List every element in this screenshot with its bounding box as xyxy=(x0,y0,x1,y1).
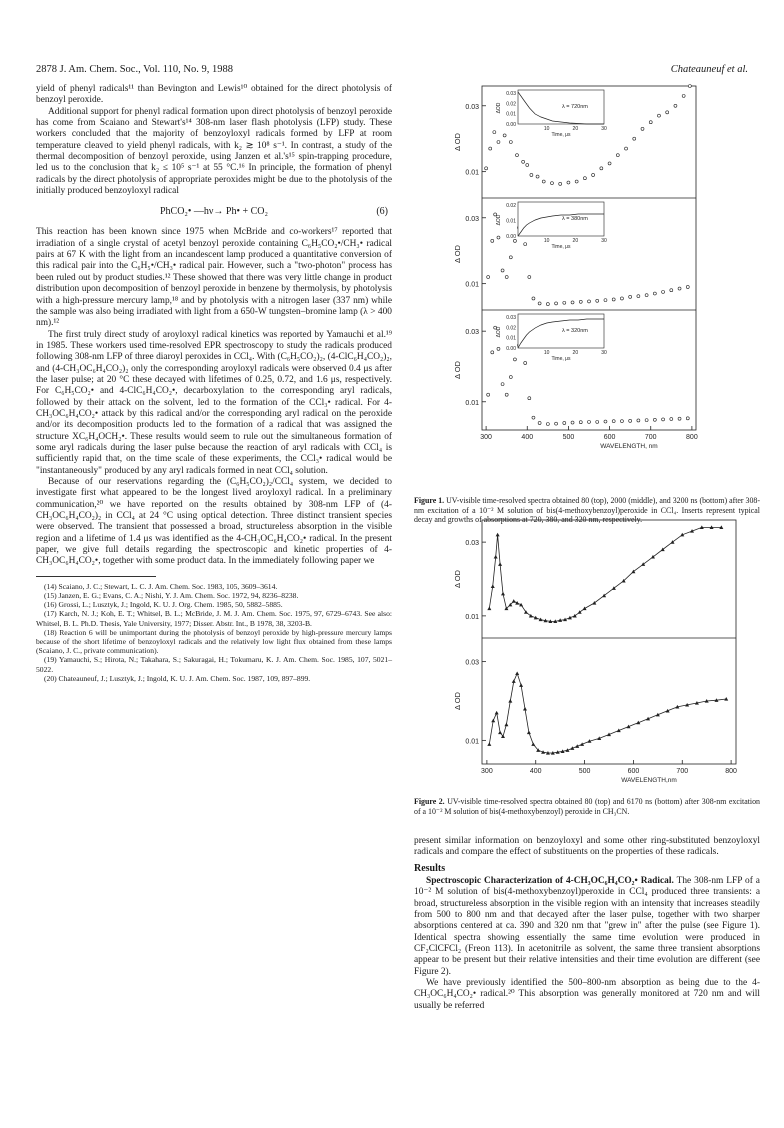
y-axis-label: Δ OD xyxy=(453,245,462,263)
inset-x-tick-label: 20 xyxy=(572,126,579,132)
equation-text: PhCO₂• —hν→ Ph• + CO₂ xyxy=(159,206,269,218)
right-column xyxy=(414,836,760,1012)
inset-y-tick-label: 0.03 xyxy=(506,91,516,97)
data-point xyxy=(505,276,508,279)
equation-number: (6) xyxy=(376,206,388,218)
y-tick-label: 0.03 xyxy=(465,329,479,337)
inset-x-tick-label: 30 xyxy=(601,238,607,244)
data-point xyxy=(512,679,516,683)
data-point xyxy=(530,173,533,176)
data-point xyxy=(524,243,527,246)
plot-frame xyxy=(482,86,696,430)
x-axis-label: WAVELENGTH,nm xyxy=(621,777,677,784)
data-point xyxy=(546,423,549,426)
data-point xyxy=(509,256,512,259)
data-point xyxy=(509,141,512,144)
data-point xyxy=(682,94,685,97)
data-point xyxy=(633,137,636,140)
inset-y-tick-label: 0.00 xyxy=(506,122,516,128)
data-point xyxy=(532,297,535,300)
data-point xyxy=(524,361,527,364)
data-point xyxy=(509,376,512,379)
data-point xyxy=(491,239,494,242)
data-point xyxy=(612,420,615,423)
data-point xyxy=(657,114,660,117)
reference-item: (19) Yamauchi, S.; Hirota, N.; Takahara, S.; Sakuragai, H.; Tokumaru, K. J. Am. Chem. Soc. 1985, 107, 5021–5022. xyxy=(36,655,392,674)
y-tick-label: 0.01 xyxy=(465,399,479,407)
data-point xyxy=(508,699,512,703)
inset-x-tick-label: 10 xyxy=(543,350,550,356)
y-tick-label: 0.03 xyxy=(465,540,479,548)
data-point xyxy=(487,276,490,279)
y-axis-label: Δ OD xyxy=(453,361,462,379)
inset-y-tick-label: 0.01 xyxy=(506,335,516,342)
data-point xyxy=(629,295,632,298)
data-point xyxy=(512,599,516,603)
data-point xyxy=(501,592,505,596)
data-point xyxy=(519,683,523,687)
data-point xyxy=(495,711,499,715)
data-point xyxy=(523,707,527,711)
y-tick-label: 0.01 xyxy=(465,738,479,746)
data-point xyxy=(550,182,553,185)
section-heading: Results xyxy=(414,862,446,874)
inset-y-tick-label: 0.02 xyxy=(506,203,516,209)
x-tick-label: 500 xyxy=(578,768,591,775)
inset-y-tick-label: 0.00 xyxy=(506,234,516,240)
data-point xyxy=(522,160,525,163)
inset-wavelength-label: λ = 380nm xyxy=(562,216,588,222)
paragraph xyxy=(414,876,760,978)
x-tick-label: 400 xyxy=(521,434,534,441)
data-point xyxy=(496,533,500,537)
inset-wavelength-label: λ = 320nm xyxy=(562,328,588,334)
data-point xyxy=(670,289,673,292)
data-point xyxy=(487,607,491,611)
data-point xyxy=(532,416,535,419)
reference-item: (14) Scaiano, J. C.; Stewart, L. C. J. Am. Chem. Soc. 1983, 105, 3609–3614. xyxy=(44,581,278,591)
paragraph-heading: Spectroscopic Characterization of 4-CH₃OC₆H₄CO₂• Radical. xyxy=(426,876,674,887)
data-point xyxy=(567,181,570,184)
left-column xyxy=(36,84,392,683)
data-point xyxy=(678,417,681,420)
inset-x-tick-label: 30 xyxy=(601,126,607,132)
data-point xyxy=(596,420,599,423)
data-point xyxy=(653,418,656,421)
running-header xyxy=(36,64,748,78)
x-tick-label: 800 xyxy=(686,434,698,441)
header-journal: 2878 J. Am. Chem. Soc., Vol. 110, No. 9, 1988 xyxy=(36,64,233,75)
data-point xyxy=(688,85,691,88)
x-tick-label: 400 xyxy=(529,768,542,775)
data-point xyxy=(493,131,496,134)
data-point xyxy=(666,111,669,114)
inset-wavelength-label: λ = 720nm xyxy=(562,104,588,110)
figure-2-caption-text: UV-visible time-resolved spectra obtained 80 (top) and 6170 ns (bottom) after 308-nm excitation of a 10⁻² M solution of bis(4-methoxybenzoyl) peroxide in CH₃CN. xyxy=(414,797,760,816)
data-point xyxy=(571,301,574,304)
data-point xyxy=(583,607,587,611)
x-tick-label: 300 xyxy=(481,768,493,775)
data-point xyxy=(515,601,519,605)
data-point xyxy=(536,175,539,178)
plot-frame xyxy=(482,520,736,764)
inset-y-tick-label: 0.01 xyxy=(506,218,516,225)
figure-2-chart xyxy=(414,516,760,790)
x-tick-label: 700 xyxy=(676,768,689,775)
data-point xyxy=(600,167,603,170)
data-point xyxy=(513,358,516,361)
data-point xyxy=(503,134,506,137)
data-point xyxy=(505,393,508,396)
inset-x-axis-label: Time, μs xyxy=(551,132,571,138)
data-point xyxy=(515,154,518,157)
data-point xyxy=(674,104,677,107)
data-point xyxy=(497,141,500,144)
data-point xyxy=(563,421,566,424)
data-point xyxy=(487,393,490,396)
data-point xyxy=(583,177,586,180)
data-point xyxy=(678,287,681,290)
data-point xyxy=(604,420,607,423)
x-tick-label: 500 xyxy=(562,434,575,441)
paragraph: Because of our reservations regarding the (C₆H₅CO₂)₂/CCl₄ system, we decided to investigate first what appeared to be the longest lived aroyloxyl radical. In a preliminary communication,²⁰ we have reported on the results obtained by 308-nm LFP of (4-CH₃OC₆H₄CO₂)₂ in CCl₄ at 24 °C using optical detection. Three distinct transient species were observed. The transient that possessed a broad, structureless absorption in the visible region and a lifetime of 1.4 μs was identified as the 4-CH₃OC₆H₄CO₂• radical. In the present paper, we give full details regarding the spectroscopic and kinetic properties of 4-CH₃OC₆H₄CO₂•, together with some product data. In the immediately following paper we xyxy=(36,477,392,567)
inset-y-tick-label: 0.03 xyxy=(506,315,516,321)
data-point xyxy=(612,298,615,301)
data-point xyxy=(645,294,648,297)
x-tick-label: 600 xyxy=(603,434,616,441)
series-line xyxy=(489,527,721,621)
inset-y-tick-label: 0.00 xyxy=(506,346,516,352)
y-axis-label: Δ OD xyxy=(453,570,462,588)
inset-x-tick-label: 20 xyxy=(572,350,579,356)
paragraph: Additional support for phenyl radical formation upon direct photolysis of benzoyl peroxide has come from Scaiano and Stewart's¹⁴ 308-nm laser flash photolysis (LFP) study. These workers concluded that the majority of benzoyloxyl radicals formed by LFP at room temperature cleaved to yield phenyl radicals, with k₂ ≳ 10⁸ s⁻¹. In contrast, a study of the thermal decomposition of benzoyl peroxide, using Janzen et al.'s¹⁵ spin-trapping procedure, led us to the conclusion that k₂ ≤ 10⁵ s⁻¹ at 55 °C.¹⁶ In principle, the formation of phenyl radicals by the direct photolysis of appropriate peroxides might be due to the photolysis of the initially produced benzoyloxyl radical xyxy=(36,106,392,197)
inset-y-axis-label: ΔOD xyxy=(496,102,502,114)
data-point xyxy=(686,285,689,288)
series-line xyxy=(489,673,726,753)
data-point xyxy=(491,584,495,588)
inset-x-tick-label: 10 xyxy=(543,126,550,132)
inset-y-tick-label: 0.01 xyxy=(506,111,516,118)
data-point xyxy=(531,742,535,746)
paragraph: This reaction has been known since 1975 when McBride and co-workers¹⁷ reported that irradiation of a single crystal of acetyl benzoyl peroxide containing C₆H₅CO₂•/CH₃• radical pairs at 67 K with the light from an incandescent lamp produced a quantitative conversion of this radical pair into the C₆H₅•/CH₃• radical pair. However, such a "two-photon" process has been ruled out by product studies.¹² These showed that there was very little change in product distribution upon decomposition of benzoyl peroxide in benzene by thermolysis, by photolysis with a high-pressure mercury lamp,¹⁸ and by photolysis with a nitrogen laser (337 nm) while the sample was also being irradiated with light from a 650-W tungsten–bromine lamp (λ > 400 nm).¹² xyxy=(36,227,392,329)
equation-6 xyxy=(36,206,392,220)
inset-frame xyxy=(518,90,604,124)
y-tick-label: 0.01 xyxy=(465,613,479,621)
data-point xyxy=(559,182,562,185)
y-axis-label: Δ OD xyxy=(453,133,462,151)
data-point xyxy=(504,723,508,727)
data-point xyxy=(620,297,623,300)
figure-1-label: Figure 1. xyxy=(414,496,445,505)
inset-y-axis-label: ΔOD xyxy=(496,214,502,226)
x-tick-label: 600 xyxy=(627,768,640,775)
reference-item: (17) Karch, N. J.; Koh, E. T.; Whitsel, B. L.; McBride, J. M. J. Am. Chem. Soc. 1975, 97, 6729–6743. See also: Whitsel, B. L. Ph.D. Thesis, Yale University, 1977; Disser. Abstr. Int., B 1978, 38, 3203-B. xyxy=(36,609,392,628)
figure-2-caption xyxy=(414,797,760,816)
data-point xyxy=(491,351,494,354)
inset-x-tick-label: 30 xyxy=(601,350,607,356)
data-point xyxy=(501,269,504,272)
data-point xyxy=(538,421,541,424)
figure-1-caption-text: UV-visible time-resolved spectra obtained 80 (top), 2000 (middle), and 3200 ns (bottom) after 308-nm excitation of a 10⁻² M solution of bis(4-methoxybenzoyl)peroxide in CCl₄. Inserts represent typical decay and growths of absorptions at 720, 380, and 320 nm, respectively. xyxy=(414,496,760,525)
data-point xyxy=(487,742,491,746)
x-tick-label: 700 xyxy=(644,434,657,441)
y-tick-label: 0.03 xyxy=(465,103,479,111)
data-point xyxy=(596,299,599,302)
data-point xyxy=(608,162,611,165)
data-point xyxy=(491,719,495,723)
data-point xyxy=(571,421,574,424)
inset-frame xyxy=(518,202,604,236)
inset-y-tick-label: 0.02 xyxy=(506,101,516,108)
paragraph: The first truly direct study of aroyloxyl radical kinetics was reported by Yamauchi et al.¹⁹ in 1985. These workers used time-resolved EPR spectroscopy to study the radicals produced following 308-nm LFP of three diaroyl peroxides in CCl₄. With (C₆H₅CO₂)₂, (4-ClC₆H₄CO₂)₂, and (4-CH₃OC₆H₄CO₂)₂ only the corresponding aroyloxyl radicals were observed 0.4 μs after the laser pulse; at 20 °C these decayed with lifetimes of 0.25, 0.72, and 1.6 μs, respectively. For C₆H₅CO₂• and 4-ClC₆H₄CO₂•, decarboxylation to the corresponding aryl radicals, followed by their attack on the solvent, led to the formation of the CCl₃• radical. For 4-CH₃OC₆H₄CO₂• attack by this radical and/or the corresponding aryl radical on the peroxide and/or its decomposition products led to the formation of a radical that was assigned the structure XC₆H₄OCH₂•. These results would seem to rule out the simultaneous formation of some aryl radicals during the laser pulse because the reaction of aryl radicals with CCl₄ is sufficiently rapid that, on the time scale of these experiments, the CCl₃• radical would be "instantaneously" produced by any aryl radicals formed in neat CCl₄ solution. xyxy=(36,329,392,476)
data-point xyxy=(515,671,519,675)
data-point xyxy=(501,383,504,386)
data-point xyxy=(620,420,623,423)
references xyxy=(36,582,392,683)
data-point xyxy=(645,419,648,422)
data-point xyxy=(527,731,531,735)
data-point xyxy=(670,418,673,421)
data-point xyxy=(629,419,632,422)
data-point xyxy=(579,421,582,424)
inset-y-tick-label: 0.02 xyxy=(506,325,516,332)
inset-x-tick-label: 10 xyxy=(543,238,550,244)
figure-1-chart xyxy=(414,82,760,478)
data-point xyxy=(588,420,591,423)
data-point xyxy=(604,299,607,302)
data-point xyxy=(616,154,619,157)
data-point xyxy=(625,147,628,150)
data-point xyxy=(662,290,665,293)
data-point xyxy=(588,300,591,303)
data-point xyxy=(637,419,640,422)
reference-item: (20) Chateauneuf, J.; Lusztyk, J.; Ingold, K. U. J. Am. Chem. Soc. 1987, 109, 897–899. xyxy=(44,673,311,683)
data-point xyxy=(498,731,502,735)
data-point xyxy=(546,303,549,306)
inset-y-axis-label: ΔOD xyxy=(496,326,502,338)
y-tick-label: 0.01 xyxy=(465,169,479,177)
data-point xyxy=(653,292,656,295)
figure-2-label: Figure 2. xyxy=(414,797,445,806)
data-point xyxy=(563,301,566,304)
data-point xyxy=(528,397,531,400)
paragraph: present similar information on benzoyloxyl and some other ring-substituted benzoyloxyl radicals and compare the effect of substituents on the properties of these radicals. xyxy=(414,836,760,858)
data-point xyxy=(498,562,502,566)
data-point xyxy=(497,347,500,350)
data-point xyxy=(555,302,558,305)
reference-item: (15) Janzen, E. G.; Evans, C. A.; Nishi, Y. J. Am. Chem. Soc. 1972, 94, 8236–8238. xyxy=(44,590,299,600)
data-point xyxy=(528,276,531,279)
x-tick-label: 300 xyxy=(480,434,492,441)
data-point xyxy=(526,164,529,167)
data-point xyxy=(489,147,492,150)
paragraph: yield of phenyl radicals¹¹ than Bevington and Lewis¹⁰ obtained for the direct photolysis of benzoyl peroxide. xyxy=(36,84,392,106)
reference-item: (16) Grossi, L.; Lusztyk, J.; Ingold, K. U. J. Org. Chem. 1985, 50, 5882–5885. xyxy=(44,600,283,610)
y-axis-label: Δ OD xyxy=(453,692,462,710)
inset-x-tick-label: 20 xyxy=(572,238,579,244)
y-tick-label: 0.01 xyxy=(465,281,479,289)
data-point xyxy=(485,167,488,170)
data-point xyxy=(542,180,545,183)
data-point xyxy=(579,300,582,303)
paragraph: We have previously identified the 500–800-nm absorption as being due to the 4-CH₃OC₆H₄CO₂• radical.²⁰ This absorption was generally monitored at 720 nm and will usually be referred xyxy=(414,978,760,1011)
data-point xyxy=(519,603,523,607)
header-authors: Chateauneuf et al. xyxy=(670,64,748,75)
data-point xyxy=(641,127,644,130)
data-point xyxy=(649,121,652,124)
x-tick-label: 800 xyxy=(725,768,737,775)
y-tick-label: 0.03 xyxy=(465,215,479,223)
inset-x-axis-label: Time, μs xyxy=(551,244,571,250)
inset-x-axis-label: Time, μs xyxy=(551,356,571,362)
data-point xyxy=(592,173,595,176)
y-tick-label: 0.03 xyxy=(465,659,479,667)
reference-item: (18) Reaction 6 will be unimportant during the photolysis of benzoyl peroxide by high-pressure mercury lamps because of the short lifetime of benzoyloxyl radicals and the relatively low light flux obtained from these lamps (Scaiano, J. C., private communication). xyxy=(36,627,392,656)
footnote-separator xyxy=(36,576,156,577)
data-point xyxy=(497,236,500,239)
data-point xyxy=(662,418,665,421)
data-point xyxy=(494,555,498,559)
data-point xyxy=(538,302,541,305)
data-point xyxy=(555,422,558,425)
data-point xyxy=(637,295,640,298)
x-axis-label: WAVELENGTH, nm xyxy=(600,443,658,450)
data-point xyxy=(686,417,689,420)
data-point xyxy=(575,180,578,183)
paragraph-text: The 308-nm LFP of a 10⁻² M solution of bis(4-methoxybenzoyl)peroxide in CCl₄ produced three transients: a broad, structureless absorption in the visible region with an intensity that increases steadily from 500 to 800 nm and that decayed after the laser pulse, together with two sharper absorptions centered at ca. 390 and 320 nm that "grew in" after the pulse (see Figure 1). Identical spectra showing essentially the same time evolution were produced in CF₂ClCFCl₂ (Freon 113). In acetonitrile as solvent, the same three transient absorptions appear to be present but their relative intensities and their time evolution are different (see Figure 2). xyxy=(414,876,760,977)
